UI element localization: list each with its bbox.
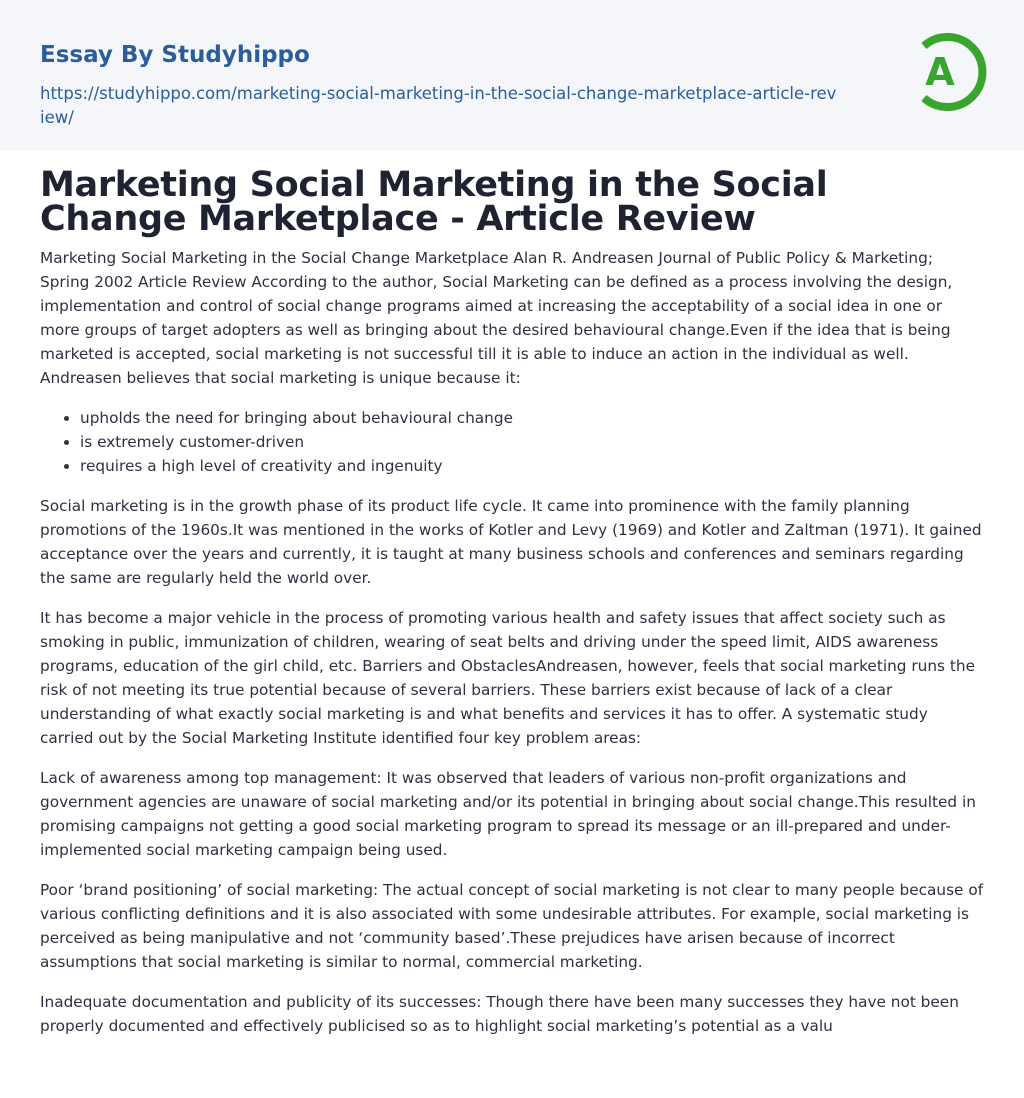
article-paragraph: Lack of awareness among top management: It was observed that leaders of various non-profit organizations and government agencies are unaware of social marketing and/or its potential in bringing about social change.This resulted in promising campaigns not getting a good social marketing program to spread its message or an ill-prepared and under-implemented social marketing campaign being used.: [40, 769, 976, 859]
article-title: Marketing Social Marketing in the Social Change Marketplace - Article Review: [40, 165, 828, 239]
bullet-item: • is extremely customer-driven: [80, 430, 984, 454]
site-brand[interactable]: Essay By Studyhippo: [40, 42, 310, 68]
logo-letter: A: [925, 50, 955, 94]
bullet-item: • upholds the need for bringing about behavioural change: [80, 406, 984, 430]
article-paragraph: Social marketing is in the growth phase of its product life cycle. It came into prominence with the family planning promotions of the 1960s.It was mentioned in the works of Kotler and Levy (1969) and Kotler and Zaltman (1971). It gained acceptance over the years and currently, it is taught at many business schools and conferences and seminars regarding the same are regularly held the world over.: [40, 497, 982, 587]
article-paragraph: Poor ‘brand positioning’ of social marketing: The actual concept of social marketing is not clear to many people because of various conflicting definitions and it is also associated with some undesirable attributes. For example, social marketing is perceived as being manipulative and not ‘community based’.These prejudices have arisen because of incorrect assumptions that social marketing is similar to normal, commercial marketing.: [40, 881, 984, 971]
article-content: [40, 165, 984, 1054]
essay-url-link[interactable]: https://studyhippo.com/marketing-social-marketing-in-the-social-change-marketplace-article-review/: [40, 84, 837, 127]
bullet-list: [40, 406, 984, 478]
article-paragraph: It has become a major vehicle in the process of promoting various health and safety issues that affect society such as smoking in public, immunization of children, wearing of seat belts and driving under the speed limit, AIDS awareness programs, education of the girl child, etc. Barriers and ObstaclesAndreasen, however, feels that social marketing runs the risk of not meeting its true potential because of several barriers. These barriers exist because of lack of a clear understanding of what exactly social marketing is and what benefits and services it has to offer. A systematic study carried out by the Social Marketing Institute identified four key problem areas:: [40, 609, 975, 747]
site-header: [0, 0, 1024, 150]
article-paragraph: Marketing Social Marketing in the Social Change Marketplace Alan R. Andreasen Journal of Public Policy & Marketing; Spring 2002 Article Review According to the author, Social Marketing can be defined as a process involving the design, implementation and control of social change programs aimed at increasing the acceptability of a social idea in one or more groups of target adopters as well as bringing about the desired behavioural change.Even if the idea that is being marketed is accepted, social marketing is not successful till it is able to induce an action in the individual as well. Andreasen believes that social marketing is unique because it:: [40, 249, 953, 387]
bullet-item: • requires a high level of creativity and ingenuity: [80, 454, 984, 478]
article-paragraph: Inadequate documentation and publicity of its successes: Though there have been many successes they have not been properly documented and effectively publicised so as to highlight social marketing’s potential as a valu: [40, 993, 959, 1035]
studyhippo-logo-icon[interactable]: [904, 28, 988, 116]
